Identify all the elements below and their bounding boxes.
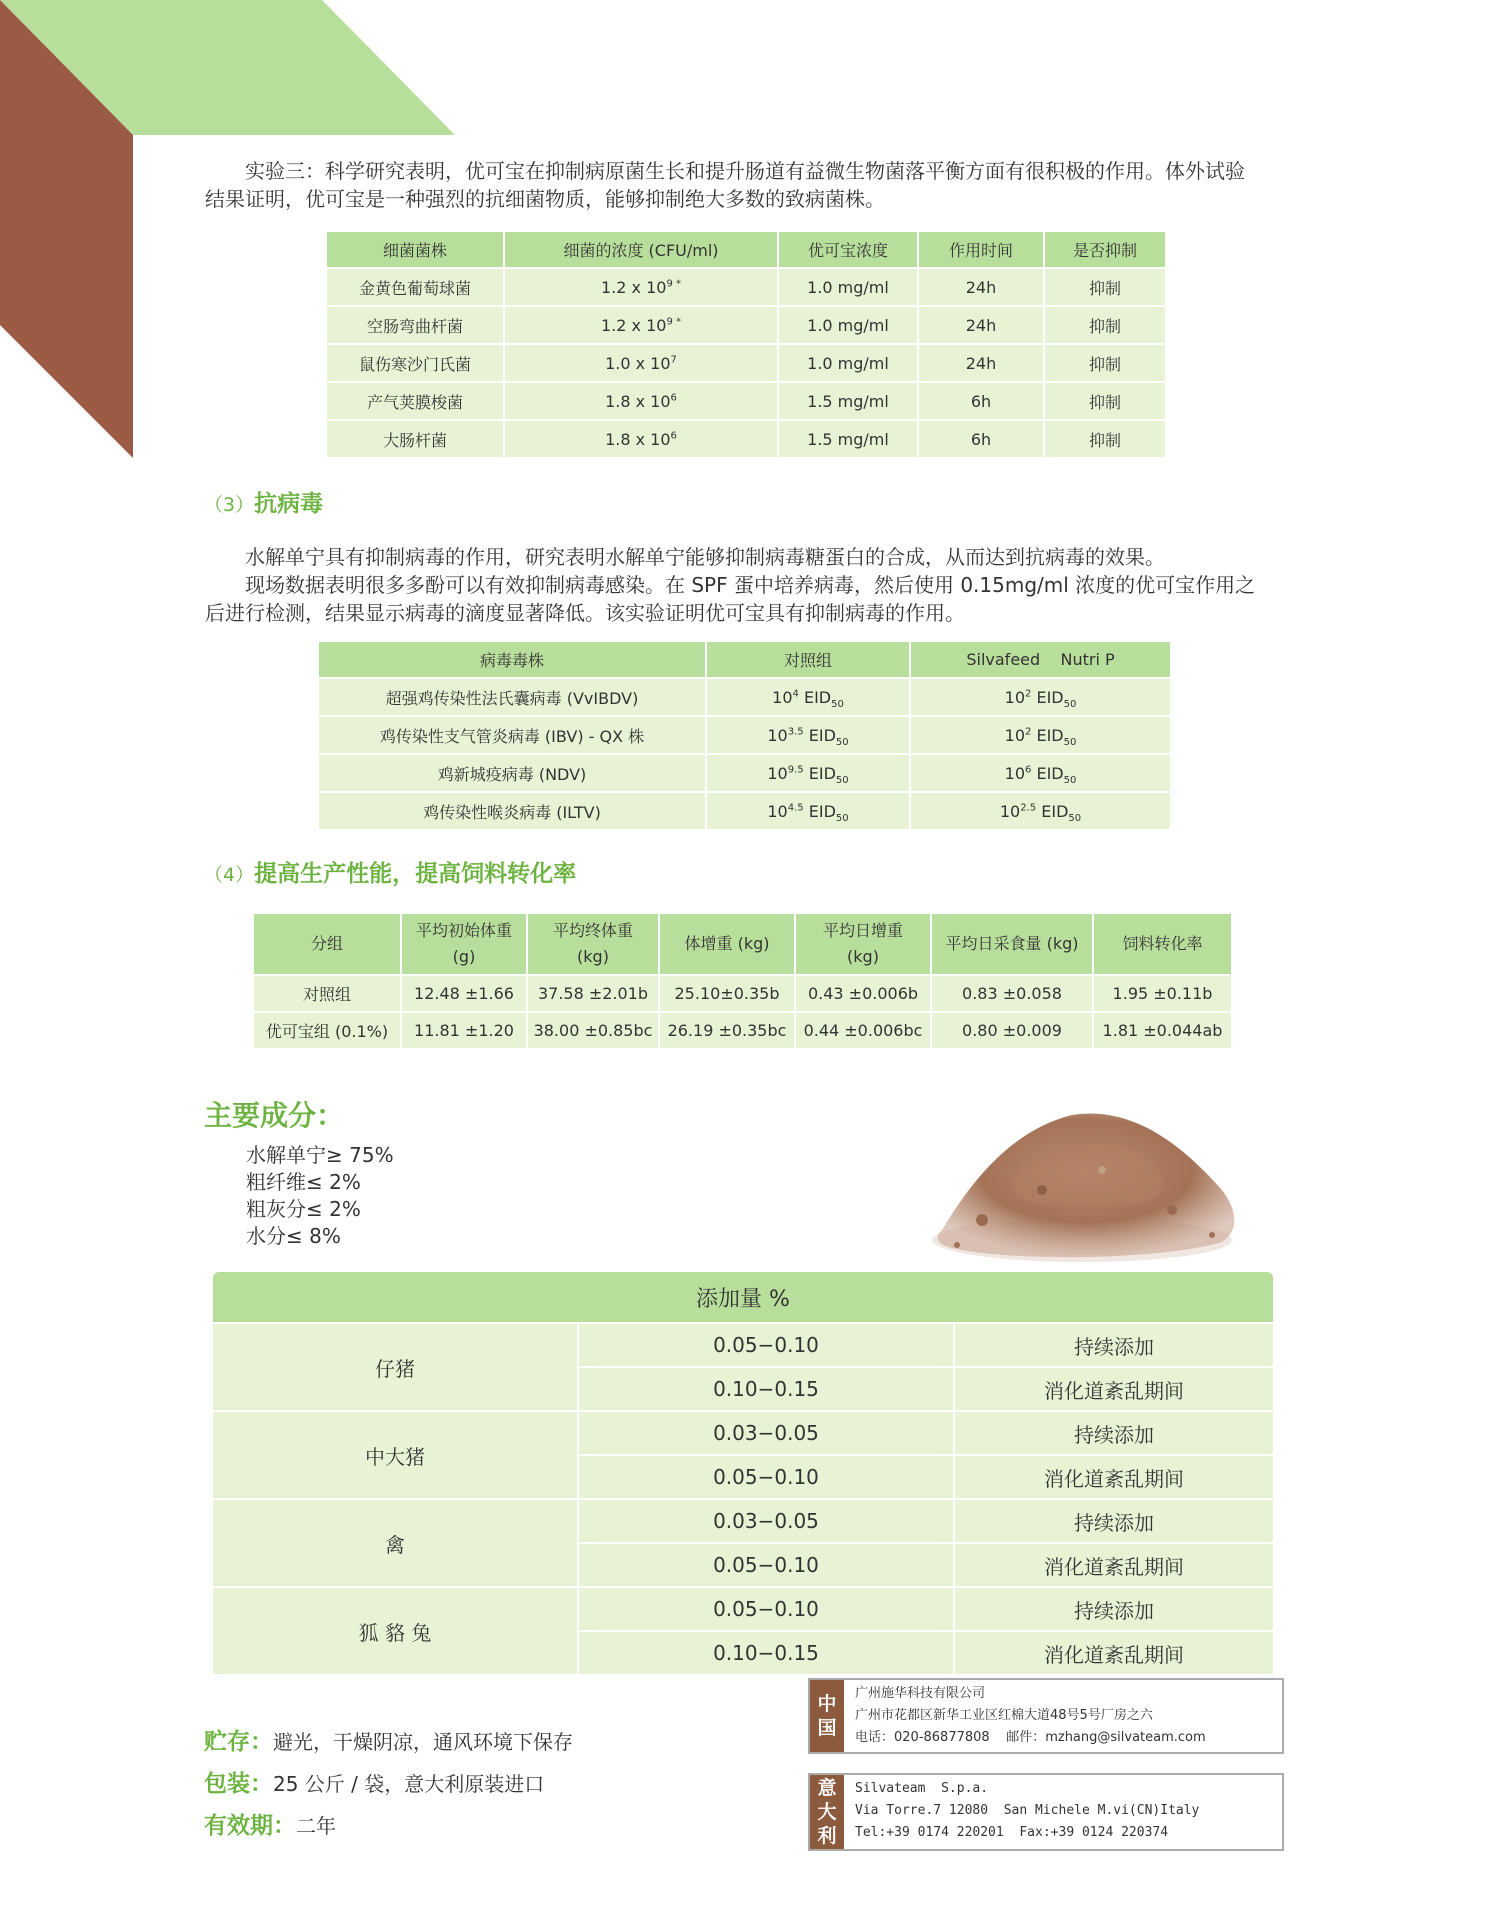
group-cell: 优可宝组 (0.1%) [254,1013,400,1048]
conc-exp: 7 [670,354,677,366]
time-cell: 6h [919,383,1043,419]
tag-char: 利 [817,1825,837,1847]
note-cell: 消化道紊乱期间 [955,1632,1273,1674]
conc-exp: 9 * [666,316,681,328]
result-cell: 抑制 [1045,421,1165,457]
dose-cell: 1.5 mg/ml [779,421,917,457]
strain-cell: 产气荚膜梭菌 [327,383,503,419]
header-line-1: 体增重 (kg) [684,934,770,953]
value-cell: 25.10±0.35b [660,976,794,1011]
composition-list [246,1142,394,1250]
header-line-1: 平均日增重 [822,921,903,940]
conc-base: 1.2 x 10 [601,277,667,297]
titer-unit-sub: 50 [831,698,844,710]
tag-char: 大 [817,1801,837,1823]
time-cell: 24h [919,269,1043,305]
virus-strain-cell: 超强鸡传染性法氏囊病毒 (VvIBDV) [319,679,705,715]
header-weight-gain [660,914,794,974]
titer-base: 10 [767,801,788,821]
result-cell: 抑制 [1045,307,1165,343]
animal-cell: 仔猪 [213,1324,577,1410]
titer-unit: EID [808,725,836,745]
titer-base: 10 [1004,687,1025,707]
virus-strain-cell: 鸡传染性喉炎病毒 (ILTV) [319,793,705,829]
time-cell: 24h [919,307,1043,343]
titer-base: 10 [772,687,793,707]
titer-base: 10 [999,801,1021,821]
titer-exp: 3.5 [787,726,804,738]
range-cell: 0.05−0.10 [579,1588,953,1630]
titer-base: 10 [767,763,788,783]
header-concentration: 细菌的浓度 (CFU/ml) [505,232,777,267]
storage-text: 避光，干燥阴凉，通风环境下保存 [273,1730,573,1754]
titer-exp: 2 [1025,688,1032,700]
shelf-life-line [204,1807,336,1840]
range-cell: 0.10−0.15 [579,1368,953,1410]
group-cell: 对照组 [254,976,400,1011]
table-row [327,421,1165,457]
composition-item: 粗纤维≤ 2% [246,1170,361,1194]
header-result: 是否抑制 [1045,232,1165,267]
range-cell: 0.10−0.15 [579,1632,953,1674]
titer-unit-sub: 50 [1063,736,1077,748]
antiviral-heading-title: 抗病毒 [254,491,324,517]
package-label: 包装： [204,1771,273,1797]
table-row [327,269,1165,305]
header-line-2: (kg) [577,947,609,966]
performance-table [252,912,1233,1050]
table-row [213,1412,1273,1454]
conc-base: 1.0 x 10 [605,353,671,373]
table-row [254,1013,1231,1048]
table-row [327,383,1165,419]
titer-base: 10 [1004,725,1025,745]
china-company: 广州施华科技有限公司 [855,1686,986,1701]
range-cell: 0.03−0.05 [579,1500,953,1542]
shelf-life-text: 二年 [296,1814,336,1838]
note-cell: 消化道紊乱期间 [955,1544,1273,1586]
virus-titer-table [317,640,1172,831]
result-cell: 抑制 [1045,345,1165,381]
strain-cell: 鼠伤寒沙门氏菌 [327,345,503,381]
value-cell: 0.44 ±0.006bc [796,1013,930,1048]
result-cell: 抑制 [1045,383,1165,419]
italy-tag [810,1775,844,1849]
performance-heading-number: （4） [204,864,255,886]
header-line-2: (kg) [847,947,879,966]
bacteria-inhibition-table [325,230,1167,459]
header-virus-strain: 病毒毒株 [319,642,705,677]
titer-unit-sub: 50 [835,774,849,786]
antiviral-paragraph [205,543,1295,627]
value-cell: 1.95 ±0.11b [1094,976,1231,1011]
header-initial-weight [402,914,526,974]
dosage-table [211,1270,1275,1676]
table-header-row [319,642,1170,677]
header-time: 作用时间 [919,232,1043,267]
antiviral-para-2a: 现场数据表明很多多酚可以有效抑制病毒感染。在 SPF 蛋中培养病毒，然后使用 0.15mg/ml 浓度的优可宝作用之 [245,573,1256,597]
tannin-powder-image [922,1070,1252,1270]
control-titer-cell [707,717,909,753]
animal-cell: 狐 貉 兔 [213,1588,577,1674]
value-cell: 38.00 ±0.85bc [528,1013,658,1048]
note-cell: 持续添加 [955,1324,1273,1366]
antiviral-heading [204,485,323,518]
header-line-1: 分组 [310,934,343,953]
conc-exp: 9 * [666,278,681,290]
composition-item: 粗灰分≤ 2% [246,1197,361,1221]
china-tag [810,1680,844,1752]
storage-line [204,1723,573,1756]
time-cell: 6h [919,421,1043,457]
dose-cell: 1.5 mg/ml [779,383,917,419]
dosage-header: 添加量 % [213,1272,1273,1322]
china-phone-email: 电话：020-86877808 邮件：mzhang@silvateam.com [855,1730,1206,1745]
italy-contact-box [808,1773,1284,1851]
titer-unit: EID [808,801,836,821]
table-row [319,793,1170,829]
dose-cell: 1.0 mg/ml [779,269,917,305]
table-row [319,755,1170,791]
header-line-1: 平均日采食量 (kg) [945,934,1079,953]
china-contact-box [808,1678,1284,1754]
tag-char: 中 [817,1693,837,1715]
composition-item: 水解单宁≥ 75% [246,1143,394,1167]
header-line-1: 平均初始体重 [415,921,512,940]
range-cell: 0.05−0.10 [579,1544,953,1586]
table-header-row [327,232,1165,267]
italy-phone-fax: Tel:+39 0174 220201 Fax:+39 0124 220374 [855,1825,1169,1840]
titer-exp: 2.5 [1020,802,1037,814]
titer-exp: 4 [792,688,799,700]
treatment-titer-cell [911,679,1170,715]
titer-unit-sub: 50 [1063,698,1077,710]
value-cell: 0.83 ±0.058 [932,976,1092,1011]
dose-cell: 1.0 mg/ml [779,345,917,381]
table-row [213,1500,1273,1542]
shelf-life-label: 有效期： [204,1813,296,1839]
china-address: 广州市花都区新华工业区红棉大道48号5号厂房之六 [855,1708,1153,1723]
range-cell: 0.05−0.10 [579,1456,953,1498]
control-titer-cell [707,793,909,829]
note-cell: 持续添加 [955,1500,1273,1542]
virus-strain-cell: 鸡新城疫病毒 (NDV) [319,755,705,791]
header-daily-intake [932,914,1092,974]
header-control: 对照组 [707,642,909,677]
treatment-titer-cell [911,793,1170,829]
value-cell: 26.19 ±0.35bc [660,1013,794,1048]
italy-address: Via Torre.7 12080 San Michele M.vi(CN)Italy [855,1803,1200,1818]
package-line [204,1765,544,1798]
dose-cell: 1.0 mg/ml [779,307,917,343]
table-row [327,345,1165,381]
header-fcr [1094,914,1231,974]
treatment-titer-cell [911,717,1170,753]
table-row [213,1588,1273,1630]
note-cell: 持续添加 [955,1412,1273,1454]
header-line-1: 平均终体重 [552,921,633,940]
titer-unit-sub: 50 [1068,812,1082,824]
titer-unit: EID [1036,687,1064,707]
conc-base: 1.8 x 10 [605,429,671,449]
composition-heading: 主要成分： [204,1099,345,1132]
table-row [319,679,1170,715]
composition-item: 水分≤ 8% [246,1224,341,1248]
value-cell: 1.81 ±0.044ab [1094,1013,1231,1048]
titer-unit-sub: 50 [1063,774,1077,786]
experiment-three-line-1: 实验三：科学研究表明，优可宝在抑制病原菌生长和提升肠道有益微生物菌落平衡方面有很积极的作用。体外试验 [245,159,1245,183]
concentration-cell [505,421,777,457]
experiment-three-line-2: 结果证明，优可宝是一种强烈的抗细菌物质，能够抑制绝大多数的致病菌株。 [205,187,885,211]
titer-base: 10 [767,725,788,745]
value-cell: 37.58 ±2.01b [528,976,658,1011]
header-treatment: Silvafeed Nutri P [911,642,1170,677]
table-header-row [254,914,1231,974]
conc-base: 1.8 x 10 [605,391,671,411]
concentration-cell [505,345,777,381]
titer-unit: EID [1041,801,1069,821]
titer-exp: 2 [1025,726,1032,738]
titer-unit: EID [1036,725,1064,745]
titer-base: 10 [1004,763,1025,783]
concentration-cell [505,269,777,305]
value-cell: 12.48 ±1.66 [402,976,526,1011]
value-cell: 0.80 ±0.009 [932,1013,1092,1048]
titer-unit: EID [803,687,832,707]
titer-unit: EID [1036,763,1064,783]
concentration-cell [505,307,777,343]
titer-unit: EID [808,763,836,783]
header-group [254,914,400,974]
value-cell: 0.43 ±0.006b [796,976,930,1011]
titer-unit-sub: 50 [835,736,849,748]
header-dose: 优可宝浓度 [779,232,917,267]
antiviral-heading-number: （3） [204,494,255,516]
table-row [327,307,1165,343]
treatment-titer-cell [911,755,1170,791]
titer-unit-sub: 50 [835,812,849,824]
note-cell: 持续添加 [955,1588,1273,1630]
note-cell: 消化道紊乱期间 [955,1456,1273,1498]
titer-exp: 6 [1025,764,1032,776]
range-cell: 0.03−0.05 [579,1412,953,1454]
package-text: 25 公斤 / 袋，意大利原装进口 [273,1772,545,1796]
strain-cell: 大肠杆菌 [327,421,503,457]
table-row [213,1324,1273,1366]
control-titer-cell [707,679,909,715]
italy-company: Silvateam S.p.a. [855,1781,989,1796]
virus-strain-cell: 鸡传染性支气管炎病毒 (IBV) - QX 株 [319,717,705,753]
animal-cell: 中大猪 [213,1412,577,1498]
performance-heading [204,855,576,888]
performance-heading-title: 提高生产性能，提高饲料转化率 [254,861,577,887]
storage-label: 贮存： [204,1729,273,1755]
table-row [319,717,1170,753]
control-titer-cell [707,755,909,791]
conc-exp: 6 [670,392,677,404]
titer-exp: 9.5 [787,764,804,776]
antiviral-para-2b: 后进行检测，结果显示病毒的滴度显著降低。该实验证明优可宝具有抑制病毒的作用。 [205,601,965,625]
concentration-cell [505,383,777,419]
table-header-row [213,1272,1273,1322]
animal-cell: 禽 [213,1500,577,1586]
strain-cell: 金黄色葡萄球菌 [327,269,503,305]
header-line-1: 饲料转化率 [1122,934,1203,953]
result-cell: 抑制 [1045,269,1165,305]
range-cell: 0.05−0.10 [579,1324,953,1366]
tag-char: 国 [817,1717,837,1739]
table-row [254,976,1231,1011]
conc-exp: 6 [670,430,677,442]
value-cell: 11.81 ±1.20 [402,1013,526,1048]
header-line-2: (g) [452,947,476,966]
header-final-weight [528,914,658,974]
note-cell: 消化道紊乱期间 [955,1368,1273,1410]
strain-cell: 空肠弯曲杆菌 [327,307,503,343]
conc-base: 1.2 x 10 [601,315,667,335]
header-strain: 细菌菌株 [327,232,503,267]
header-daily-gain [796,914,930,974]
tag-char: 意 [817,1777,837,1799]
time-cell: 24h [919,345,1043,381]
experiment-three-paragraph [205,157,1295,213]
titer-exp: 4.5 [787,802,804,814]
antiviral-para-1: 水解单宁具有抑制病毒的作用，研究表明水解单宁能够抑制病毒糖蛋白的合成，从而达到抗病毒的效果。 [245,545,1165,569]
